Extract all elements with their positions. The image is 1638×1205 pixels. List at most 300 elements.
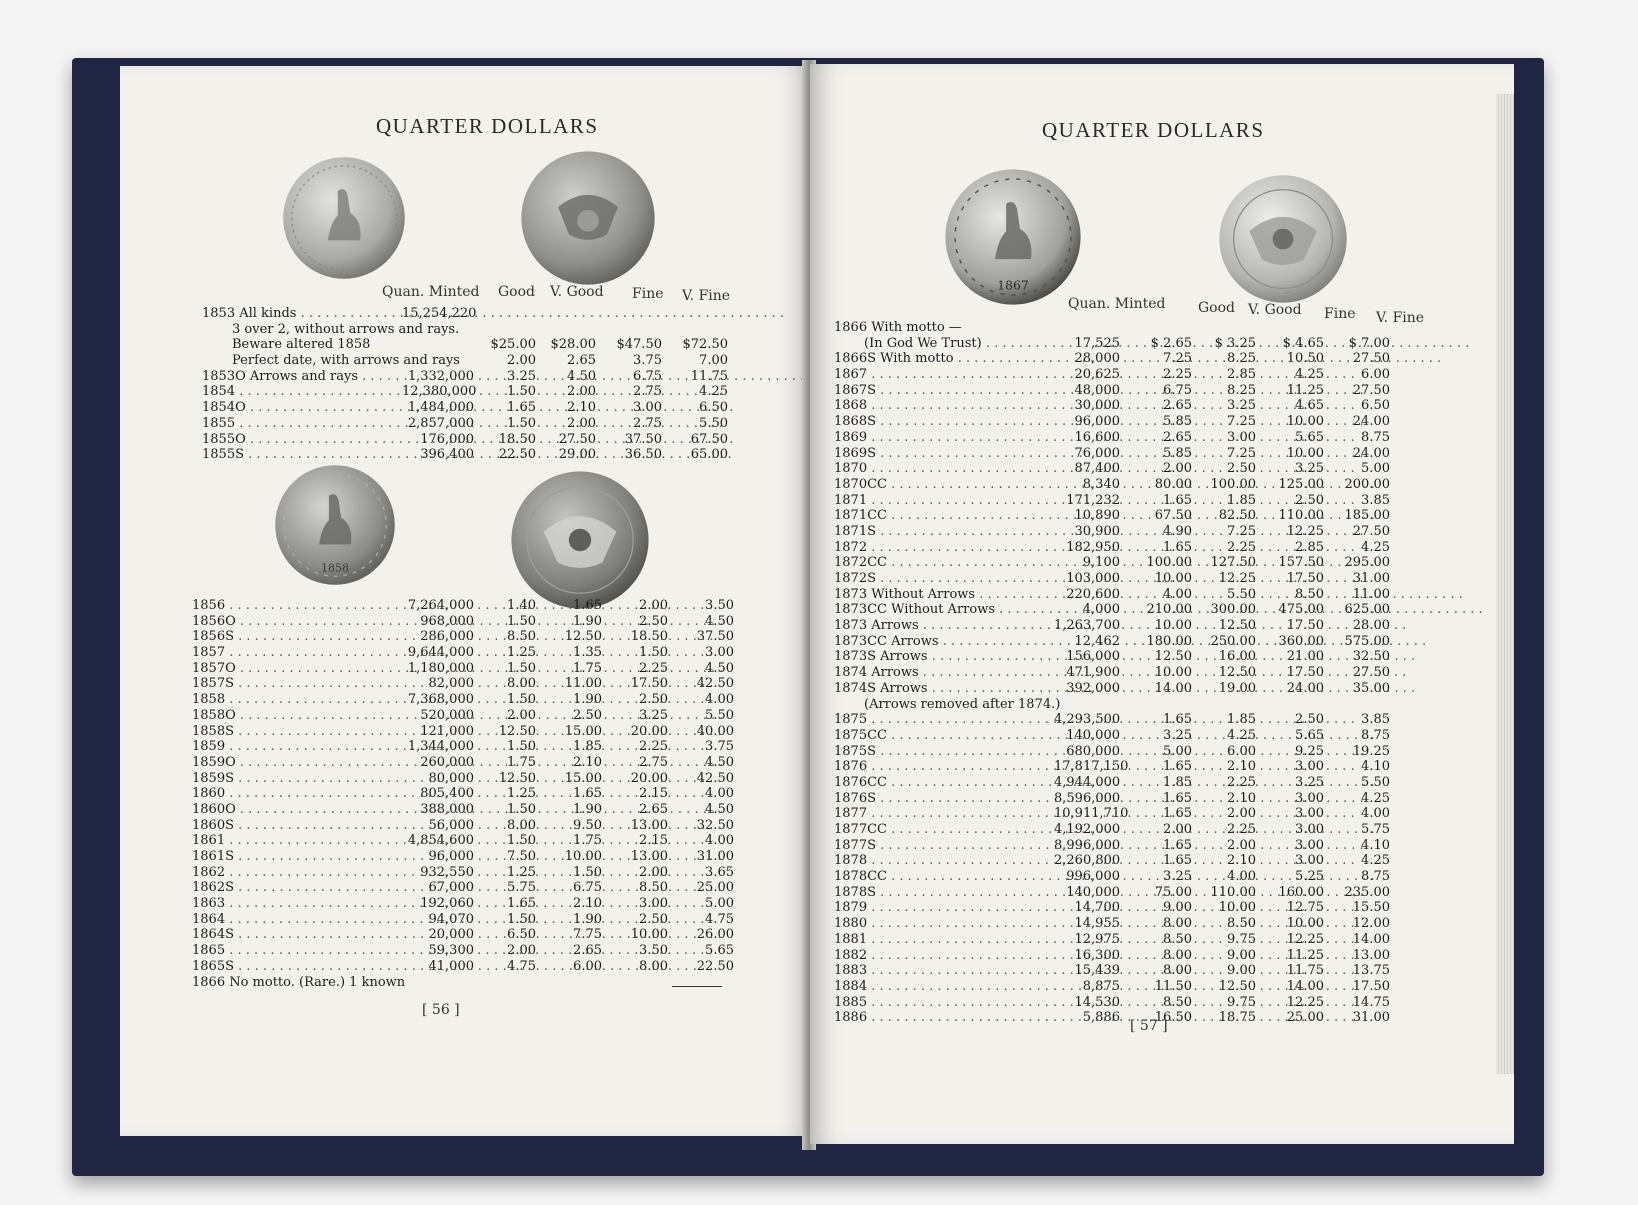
price-fine: 2.50 bbox=[1295, 712, 1324, 728]
price-good: $ 2.65 bbox=[1150, 335, 1192, 351]
table-row bbox=[192, 724, 734, 740]
row-label-text: 1858O bbox=[192, 707, 236, 723]
quantity-minted: 10,890 bbox=[1074, 508, 1120, 524]
table-row bbox=[192, 865, 734, 881]
price-vgood: 2.65 bbox=[567, 353, 596, 369]
table-row bbox=[834, 587, 1390, 603]
quantity-minted: 9,644,000 bbox=[407, 645, 474, 661]
price-vgood: 1.65 bbox=[573, 598, 602, 613]
price-vgood: 2.00 bbox=[567, 384, 596, 400]
row-label bbox=[834, 995, 1054, 1011]
price-good: 1.85 bbox=[1163, 774, 1192, 790]
row-label-text: 1876 bbox=[834, 759, 868, 775]
page-number: [ 56 ] bbox=[422, 1002, 460, 1018]
quantity-minted: 41,000 bbox=[428, 958, 474, 974]
price-vfine: 42.50 bbox=[696, 770, 734, 786]
row-label bbox=[834, 524, 1054, 540]
table-row bbox=[192, 645, 734, 661]
table-row bbox=[192, 959, 734, 975]
price-good: 1.50 bbox=[507, 911, 536, 927]
row-label bbox=[202, 447, 402, 463]
price-good: 1.75 bbox=[507, 754, 536, 770]
price-good: 75.00 bbox=[1154, 884, 1192, 900]
price-vgood: 1.90 bbox=[573, 613, 602, 629]
table-row bbox=[834, 775, 1390, 791]
row-label-text: 1866S With motto bbox=[834, 351, 954, 367]
price-vfine: 5.65 bbox=[705, 943, 734, 959]
price-good: 10.00 bbox=[1154, 618, 1192, 634]
row-label bbox=[192, 943, 402, 959]
price-vgood: 12.25 bbox=[1218, 571, 1256, 586]
row-label-text: 1863 bbox=[192, 896, 226, 912]
table-row bbox=[834, 759, 1390, 775]
row-label-text: 1876S bbox=[834, 790, 876, 806]
price-good: 1.50 bbox=[507, 739, 536, 755]
table-row bbox=[192, 676, 734, 692]
price-vfine: 14.75 bbox=[1352, 994, 1390, 1010]
price-fine: 12.25 bbox=[1286, 523, 1324, 539]
price-vfine: 4.10 bbox=[1361, 837, 1390, 853]
coin-obverse-1858-image bbox=[274, 464, 396, 586]
row-label bbox=[192, 692, 402, 708]
price-fine: 3.25 bbox=[1295, 774, 1324, 790]
header-fine: Fine bbox=[632, 286, 664, 302]
row-label bbox=[202, 306, 402, 322]
row-label bbox=[192, 661, 402, 677]
quantity-minted: 1,263,700 bbox=[1054, 618, 1121, 634]
quantity-minted: 176,000 bbox=[420, 431, 474, 447]
price-vgood: 9.00 bbox=[1227, 947, 1256, 963]
price-fine: 12.25 bbox=[1286, 994, 1324, 1010]
price-vgood: 9.00 bbox=[1227, 963, 1256, 979]
row-label-text: 1875CC bbox=[834, 727, 887, 743]
row-label-text: 1870CC bbox=[834, 476, 887, 492]
price-fine: 4.65 bbox=[1295, 398, 1324, 414]
row-label-text: 1882 bbox=[834, 947, 868, 963]
row-label-text: 1866 With motto — bbox=[834, 320, 962, 335]
quantity-minted: 14,530 bbox=[1074, 994, 1120, 1010]
price-good: 1.50 bbox=[507, 692, 536, 708]
table-row bbox=[834, 602, 1390, 618]
row-label-text: 1867 bbox=[834, 367, 868, 383]
price-vgood: 3.00 bbox=[1227, 429, 1256, 445]
table-row bbox=[834, 995, 1390, 1011]
price-vfine: 3.85 bbox=[1361, 712, 1390, 728]
quantity-minted: 12,462 bbox=[1074, 633, 1120, 649]
row-label-text: 1855S bbox=[202, 447, 244, 463]
row-label-text: 1874 Arrows bbox=[834, 665, 919, 681]
price-vfine: 26.00 bbox=[696, 927, 734, 943]
quantity-minted: 182,950 bbox=[1066, 539, 1120, 555]
price-vgood: 12.50 bbox=[1218, 665, 1256, 681]
price-vgood: 1.85 bbox=[1227, 712, 1256, 728]
row-label-text: 1871CC bbox=[834, 508, 887, 524]
price-good: 5.85 bbox=[1163, 414, 1192, 430]
price-vfine: 4.00 bbox=[705, 692, 734, 708]
row-label-text: 1873CC Arrows bbox=[834, 633, 939, 649]
row-label bbox=[834, 791, 1054, 807]
row-label-text: 1877 bbox=[834, 806, 868, 822]
price-good: 11.50 bbox=[1154, 978, 1192, 994]
price-vfine: 6.00 bbox=[1361, 367, 1390, 383]
row-label bbox=[834, 367, 1054, 383]
price-fine: 12.25 bbox=[1286, 931, 1324, 947]
table-row bbox=[834, 351, 1390, 367]
price-good: 2.00 bbox=[507, 353, 536, 369]
price-vfine: 14.00 bbox=[1352, 931, 1390, 947]
price-vfine: 13.75 bbox=[1352, 963, 1390, 979]
price-vfine: 27.50 bbox=[1352, 382, 1390, 398]
price-vgood: 4.50 bbox=[567, 368, 596, 384]
price-vgood: 12.50 bbox=[1218, 978, 1256, 994]
price-good: 12.50 bbox=[1154, 649, 1192, 665]
left-page bbox=[120, 66, 810, 1136]
price-vgood: 1.65 bbox=[573, 786, 602, 802]
price-vgood: 7.25 bbox=[1227, 445, 1256, 461]
price-vfine: 31.00 bbox=[1352, 571, 1390, 586]
table-row bbox=[834, 948, 1390, 964]
table-row bbox=[834, 634, 1390, 650]
row-label-text: 1874S Arrows bbox=[834, 680, 928, 696]
page-number: [ 57 ] bbox=[1130, 1018, 1168, 1034]
price-vfine: 5.75 bbox=[1361, 822, 1390, 837]
row-label bbox=[834, 948, 1054, 964]
table-row bbox=[192, 692, 734, 708]
price-good: 2.00 bbox=[507, 707, 536, 723]
quantity-minted: 14,700 bbox=[1074, 900, 1120, 916]
row-label bbox=[834, 665, 1054, 681]
price-vgood: 1.75 bbox=[573, 833, 602, 849]
price-vgood: 1.85 bbox=[1227, 492, 1256, 508]
price-vgood: 12.50 bbox=[1218, 618, 1256, 634]
table-row bbox=[834, 383, 1390, 399]
price-good: 7.25 bbox=[1163, 351, 1192, 367]
price-vgood: 250.00 bbox=[1210, 633, 1256, 649]
header-quan-minted: Quan. Minted bbox=[382, 284, 480, 300]
price-fine: 10.00 bbox=[1286, 916, 1324, 932]
row-label bbox=[192, 786, 402, 802]
price-vfine: 3.65 bbox=[705, 864, 734, 880]
quantity-minted: 14,955 bbox=[1074, 916, 1120, 932]
price-vfine: 28.00 bbox=[1352, 618, 1390, 634]
price-vfine: 25.00 bbox=[696, 880, 734, 896]
row-label bbox=[834, 320, 1054, 336]
quantity-minted: 192,060 bbox=[420, 896, 474, 912]
price-fine: 5.65 bbox=[1295, 727, 1324, 743]
price-vfine: 4.50 bbox=[705, 660, 734, 676]
table-row bbox=[192, 833, 734, 849]
quantity-minted: 10,911,710 bbox=[1054, 806, 1129, 822]
row-label bbox=[192, 629, 402, 645]
price-vgood: 82.50 bbox=[1218, 508, 1256, 524]
row-label-text: Perfect date, with arrows and rays bbox=[232, 353, 460, 369]
quantity-minted: 82,000 bbox=[428, 676, 474, 692]
price-vfine: 6.50 bbox=[1361, 398, 1390, 414]
price-fine: 8.00 bbox=[639, 958, 668, 974]
row-label-text: 1861 bbox=[192, 833, 226, 849]
price-vfine: 7.00 bbox=[699, 353, 728, 369]
price-fine: 2.25 bbox=[639, 739, 668, 755]
price-good: $25.00 bbox=[490, 337, 536, 353]
price-vfine: $ 7.00 bbox=[1348, 335, 1390, 351]
table-row bbox=[834, 398, 1390, 414]
price-fine: 25.00 bbox=[1286, 1010, 1324, 1026]
row-label bbox=[834, 1010, 1054, 1026]
quantity-minted: 1,180,000 bbox=[407, 660, 474, 676]
price-vgood: 2.10 bbox=[573, 896, 602, 912]
price-good: 2.00 bbox=[507, 943, 536, 959]
coin-date-label: 1867 bbox=[997, 277, 1029, 293]
price-vgood bbox=[536, 322, 596, 338]
row-label bbox=[202, 432, 402, 448]
price-fine: 2.15 bbox=[639, 786, 668, 802]
row-label bbox=[834, 587, 1054, 603]
row-label bbox=[834, 822, 1054, 838]
price-fine: 20.00 bbox=[630, 723, 668, 739]
price-vgood bbox=[1192, 697, 1256, 713]
price-vfine: 32.50 bbox=[696, 817, 734, 833]
price-fine: 2.00 bbox=[639, 864, 668, 880]
price-vfine: 4.00 bbox=[705, 786, 734, 802]
price-fine: 2.50 bbox=[639, 613, 668, 629]
table-row bbox=[192, 708, 734, 724]
price-vgood: 9.50 bbox=[573, 817, 602, 833]
price-fine: 13.00 bbox=[630, 817, 668, 833]
table-row bbox=[192, 786, 734, 802]
quantity-minted: 5,886 bbox=[1082, 1010, 1120, 1026]
price-fine: 3.25 bbox=[639, 707, 668, 723]
price-good: 1.65 bbox=[1163, 853, 1192, 869]
price-good: 1.25 bbox=[507, 864, 536, 880]
price-vgood: 1.50 bbox=[573, 864, 602, 880]
row-label-text: 1873S Arrows bbox=[834, 649, 928, 665]
quantity-minted: 12,975 bbox=[1074, 931, 1120, 947]
quantity-minted: 48,000 bbox=[1074, 382, 1120, 398]
quantity-minted: 4,192,000 bbox=[1054, 822, 1121, 837]
table-row bbox=[834, 336, 1390, 352]
table-row bbox=[192, 771, 734, 787]
table-row bbox=[834, 540, 1390, 556]
price-vfine: 4.25 bbox=[1361, 790, 1390, 806]
price-vgood: 1.35 bbox=[573, 645, 602, 661]
price-fine: 12.75 bbox=[1286, 900, 1324, 916]
row-label bbox=[834, 477, 1054, 493]
table-row bbox=[834, 697, 1390, 713]
price-fine: 360.00 bbox=[1278, 633, 1324, 649]
quantity-minted: 680,000 bbox=[1066, 743, 1120, 759]
quantity-minted bbox=[1054, 697, 1120, 713]
price-vfine: 31.00 bbox=[1352, 1010, 1390, 1026]
price-fine: 10.00 bbox=[1286, 445, 1324, 461]
quantity-minted: 388,000 bbox=[420, 801, 474, 817]
table-row bbox=[192, 739, 734, 755]
price-good: 1.40 bbox=[507, 598, 536, 613]
price-vgood: 2.10 bbox=[567, 400, 596, 416]
price-vgood: $ 3.25 bbox=[1214, 335, 1256, 351]
price-fine: 10.00 bbox=[630, 927, 668, 943]
quantity-minted: 396,400 bbox=[420, 447, 474, 463]
header-vfine: V. Fine bbox=[1376, 310, 1425, 326]
table-row bbox=[834, 728, 1390, 744]
price-fine: 5.65 bbox=[1295, 429, 1324, 445]
row-label bbox=[202, 369, 402, 385]
row-label-text: 1867S bbox=[834, 382, 876, 398]
row-label-text: 1872CC bbox=[834, 555, 887, 571]
price-vgood: 2.25 bbox=[1227, 539, 1256, 555]
price-vfine: 575.00 bbox=[1344, 633, 1390, 649]
coin-obverse-image bbox=[282, 156, 406, 280]
header-vfine: V. Fine bbox=[682, 288, 731, 304]
row-label bbox=[192, 771, 402, 787]
price-fine: 37.50 bbox=[624, 431, 662, 447]
row-label-text: 1880 bbox=[834, 916, 868, 932]
price-good: 5.75 bbox=[507, 880, 536, 896]
price-vfine: 27.50 bbox=[1352, 351, 1390, 367]
price-vgood: 10.00 bbox=[1218, 900, 1256, 916]
quantity-minted: 96,000 bbox=[1074, 414, 1120, 430]
row-label-text: (In God We Trust) bbox=[864, 335, 982, 351]
quantity-minted: 520,000 bbox=[420, 707, 474, 723]
price-fine: 3.00 bbox=[633, 400, 662, 416]
row-label bbox=[834, 712, 1054, 728]
quantity-minted bbox=[402, 337, 474, 353]
row-label-text: 1869S bbox=[834, 445, 876, 461]
table-row bbox=[834, 665, 1390, 681]
table-row bbox=[202, 384, 728, 400]
row-label bbox=[192, 912, 402, 928]
row-label bbox=[834, 508, 1054, 524]
price-good: 2.00 bbox=[1163, 822, 1192, 837]
table-row bbox=[202, 416, 728, 432]
row-label bbox=[834, 806, 1054, 822]
price-vfine: 4.00 bbox=[1361, 806, 1390, 822]
row-label-text: 1872 bbox=[834, 539, 868, 555]
price-vfine: 22.50 bbox=[696, 958, 734, 974]
table-row bbox=[834, 320, 1390, 336]
price-vfine: 295.00 bbox=[1344, 555, 1390, 571]
price-vgood: 2.10 bbox=[573, 754, 602, 770]
price-vfine: 5.50 bbox=[1361, 774, 1390, 790]
price-vfine: 200.00 bbox=[1344, 476, 1390, 492]
table-row bbox=[192, 614, 734, 630]
quantity-minted: 30,900 bbox=[1074, 523, 1120, 539]
price-vgood: 8.25 bbox=[1227, 382, 1256, 398]
header-good: Good bbox=[1198, 300, 1236, 316]
price-vgood: 9.75 bbox=[1227, 931, 1256, 947]
row-label bbox=[834, 853, 1054, 869]
quantity-minted: 932,550 bbox=[420, 864, 474, 880]
price-good: 1.65 bbox=[1163, 712, 1192, 728]
price-vgood: 29.00 bbox=[558, 447, 596, 463]
quantity-minted: 17,817,150 bbox=[1054, 759, 1129, 775]
price-good: 4.90 bbox=[1163, 523, 1192, 539]
price-fine: 14.00 bbox=[1286, 978, 1324, 994]
row-label-text: 1860O bbox=[192, 801, 236, 817]
price-vfine bbox=[662, 322, 728, 338]
price-good: 67.50 bbox=[1154, 508, 1192, 524]
price-good: 180.00 bbox=[1146, 633, 1192, 649]
row-label-text: 1871 bbox=[834, 492, 868, 508]
row-label bbox=[834, 900, 1054, 916]
row-label bbox=[192, 739, 402, 755]
table-row bbox=[192, 975, 734, 991]
quantity-minted: 15,439 bbox=[1074, 963, 1120, 979]
price-fine: 3.00 bbox=[1295, 837, 1324, 853]
table-row bbox=[834, 900, 1390, 916]
price-fine: 2.85 bbox=[1295, 539, 1324, 555]
row-label-text: 1853 All kinds bbox=[202, 306, 297, 321]
price-vgood: 16.00 bbox=[1218, 649, 1256, 665]
price-vgood: 2.10 bbox=[1227, 853, 1256, 869]
row-label bbox=[192, 645, 402, 661]
quantity-minted: 392,000 bbox=[1066, 680, 1120, 696]
table-row bbox=[834, 885, 1390, 901]
price-good: 2.25 bbox=[1163, 367, 1192, 383]
row-label-text: 1873CC Without Arrows bbox=[834, 602, 995, 618]
price-good: 1.50 bbox=[507, 613, 536, 629]
price-fine: 2.50 bbox=[639, 692, 668, 708]
price-vfine: 3.85 bbox=[1361, 492, 1390, 508]
price-vgood bbox=[1192, 320, 1256, 336]
row-label-text: 1864S bbox=[192, 927, 234, 943]
price-fine: 3.00 bbox=[1295, 822, 1324, 837]
quantity-minted: 16,600 bbox=[1074, 429, 1120, 445]
price-vgood: 7.25 bbox=[1227, 523, 1256, 539]
price-fine: 110.00 bbox=[1278, 508, 1324, 524]
quantity-minted: 2,857,000 bbox=[407, 415, 474, 431]
price-good: 7.50 bbox=[507, 849, 536, 864]
price-vgood: 12.50 bbox=[564, 629, 602, 645]
row-label-text: 1859S bbox=[192, 770, 234, 786]
row-label bbox=[834, 744, 1054, 760]
row-label-text: 1862S bbox=[192, 880, 234, 896]
row-label bbox=[192, 598, 402, 614]
quantity-minted: 4,293,500 bbox=[1054, 712, 1121, 728]
quantity-minted: 8,875 bbox=[1082, 978, 1120, 994]
header-good: Good bbox=[498, 284, 536, 300]
price-fine: 125.00 bbox=[1278, 476, 1324, 492]
price-vgood: 4.00 bbox=[1227, 869, 1256, 885]
table-row bbox=[834, 461, 1390, 477]
row-label bbox=[192, 974, 406, 991]
row-label-text: 1875S bbox=[834, 743, 876, 759]
row-label bbox=[834, 336, 1054, 352]
price-vfine: 4.50 bbox=[705, 613, 734, 629]
quantity-minted: 56,000 bbox=[428, 817, 474, 833]
price-fine: 2.00 bbox=[639, 598, 668, 613]
row-label bbox=[834, 838, 1054, 854]
table-row bbox=[834, 508, 1390, 524]
price-good: 10.00 bbox=[1154, 665, 1192, 681]
price-vgood: 27.50 bbox=[558, 431, 596, 447]
quantity-minted: 94,070 bbox=[428, 911, 474, 927]
table-row bbox=[834, 681, 1390, 697]
price-vgood: 2.00 bbox=[1227, 806, 1256, 822]
price-fine: 13.00 bbox=[630, 849, 668, 864]
table-row bbox=[202, 322, 728, 338]
price-good: 1.50 bbox=[507, 801, 536, 817]
quantity-minted: 1,484,000 bbox=[407, 400, 474, 416]
price-good: 8.00 bbox=[1163, 947, 1192, 963]
row-label-text: 1875 bbox=[834, 712, 868, 728]
price-good: 16.50 bbox=[1154, 1010, 1192, 1026]
price-vfine: 17.50 bbox=[1352, 978, 1390, 994]
row-label-text: 1883 bbox=[834, 963, 868, 979]
price-vgood: 15.00 bbox=[564, 770, 602, 786]
row-label bbox=[834, 696, 1061, 713]
quantity-minted: 16,300 bbox=[1074, 947, 1120, 963]
table-row bbox=[192, 849, 734, 865]
